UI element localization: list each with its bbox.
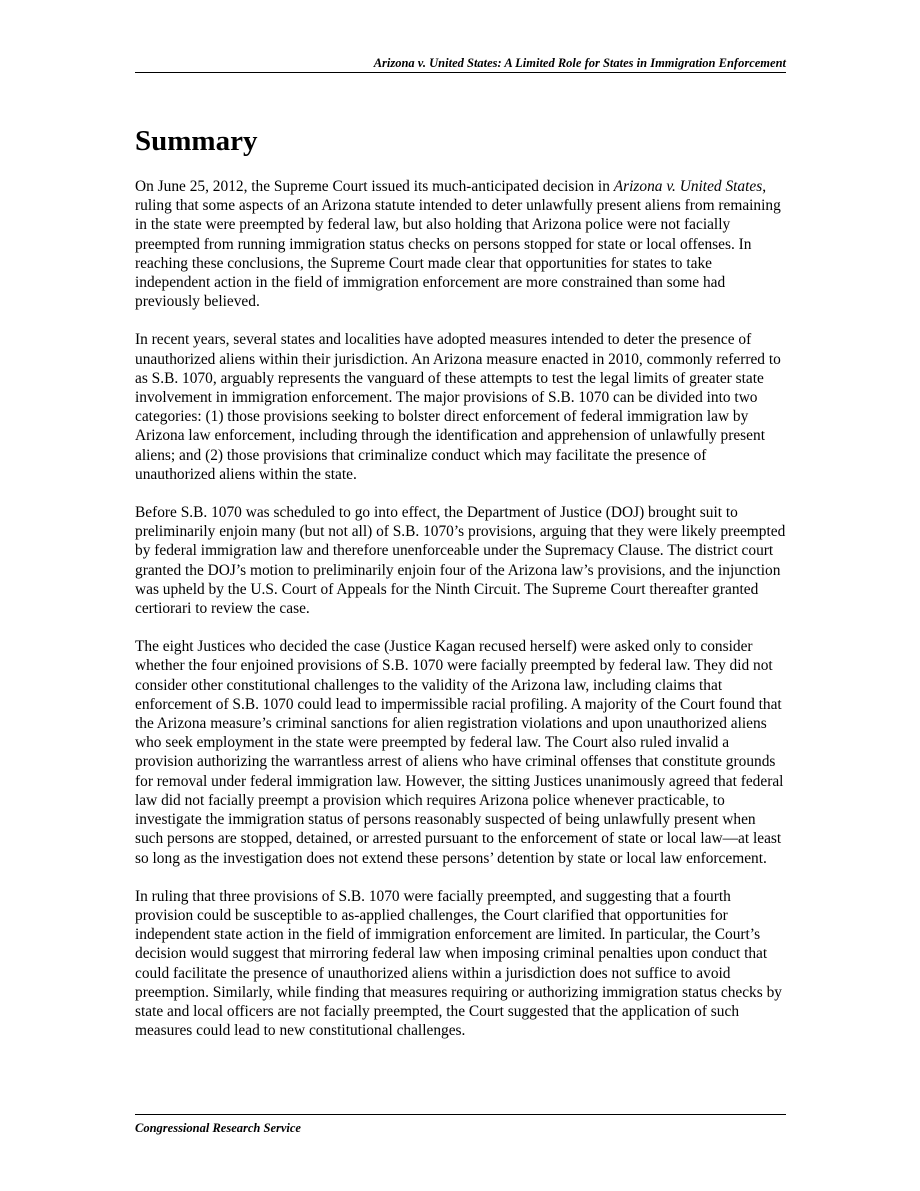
paragraph-2: In recent years, several states and localities have adopted measures intended to deter the presence of unauthorized aliens within their jurisdiction. An Arizona measure enacted in 2010, commonly referred to as S.B. 1070, arguably represents the vanguard of these attempts to test the legal limits of greater state involvement in immigration enforcement. The major provisions of S.B. 1070 can be divided into two categories: (1) those provisions seeking to bolster direct enforcement of federal immigration law by Arizona law enforcement, including through the identification and apprehension of unlawfully present aliens; and (2) those provisions that criminalize conduct which may facilitate the presence of unauthorized aliens within the state. [135,331,781,483]
paragraph-3: Before S.B. 1070 was scheduled to go into effect, the Department of Justice (DOJ) brought suit to preliminarily enjoin many (but not all) of S.B. 1070’s provisions, arguing that they were likely preempted by federal immigration law and therefore unenforceable under the Supremacy Clause. The district court granted the DOJ’s motion to preliminarily enjoin four of the Arizona law’s provisions, and the injunction was upheld by the U.S. Court of Appeals for the Ninth Circuit. The Supreme Court thereafter granted certiorari to review the case. [135,504,786,618]
page-title: Summary [135,125,258,157]
running-header: Arizona v. United States: A Limited Role for States in Immigration Enforcement [373,56,786,70]
paragraph-1-rest: , ruling that some aspects of an Arizona statute intended to deter unlawfully present aliens from remaining in the state were preempted by federal law, but also holding that Arizona police were not facially preempted from running immigration status checks on persons stopped for state or local offenses. In reaching these conclusions, the Supreme Court made clear that opportunities for states to take independent action in the field of immigration enforcement are more constrained than some had previously believed. [135,178,781,311]
header-divider [135,72,786,73]
case-name: Arizona v. United States [613,178,763,195]
summary-body [135,177,786,1059]
paragraph-1 [135,177,786,311]
footer-divider [135,1114,786,1115]
paragraph-4: The eight Justices who decided the case (Justice Kagan recused herself) were asked only to consider whether the four enjoined provisions of S.B. 1070 were facially preempted by federal law. They did not consider other constitutional challenges to the validity of the Arizona law, including claims that enforcement of S.B. 1070 could lead to impermissible racial profiling. A majority of the Court found that the Arizona measure’s criminal sanctions for alien registration violations and upon unauthorized aliens who seek employment in the state were preempted by federal law. The Court also ruled invalid a provision authorizing the warrantless arrest of aliens who have criminal offenses that constitute grounds for removal under federal immigration law. However, the sitting Justices unanimously agreed that federal law did not facially preempt a provision which requires Arizona police whenever practicable, to investigate the immigration status of persons reasonably suspected of being unlawfully present when such persons are stopped, detained, or arrested pursuant to the enforcement of state or local law—at least so long as the investigation does not extend these persons’ detention by state or local law enforcement. [135,638,784,867]
footer-publisher: Congressional Research Service [135,1121,301,1135]
paragraph-1-lead: On June 25, 2012, the Supreme Court issued its much-anticipated decision in [135,178,614,195]
paragraph-5: In ruling that three provisions of S.B. 1070 were facially preempted, and suggesting that a fourth provision could be susceptible to as-applied challenges, the Court clarified that opportunities for independent state action in the field of immigration enforcement are limited. In particular, the Court’s decision would suggest that mirroring federal law when imposing criminal penalties upon conduct that could facilitate the presence of unauthorized aliens within a jurisdiction does not suffice to avoid preemption. Similarly, while finding that measures requiring or authorizing immigration status checks by state and local officers are not facially preempted, the Court suggested that the application of such measures could lead to new constitutional challenges. [135,887,782,1040]
